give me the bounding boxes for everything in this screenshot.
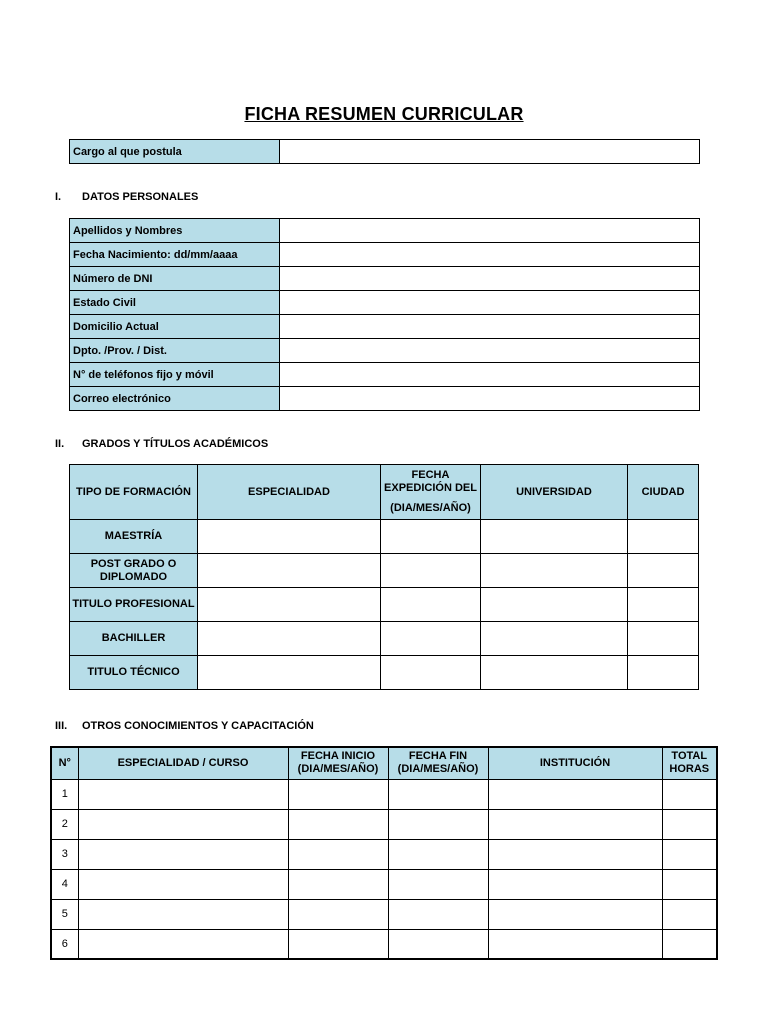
table-header-row — [51, 747, 717, 779]
cell[interactable] — [388, 869, 488, 899]
cell[interactable] — [198, 588, 381, 622]
table-row — [51, 839, 717, 869]
cell[interactable] — [288, 779, 388, 809]
table-row — [70, 291, 700, 315]
section-number: III. — [55, 720, 68, 732]
field-value[interactable] — [280, 387, 700, 411]
cell[interactable] — [662, 929, 717, 959]
row-label-titulo-profesional: TITULO PROFESIONAL — [70, 588, 198, 622]
section-number: I. — [55, 191, 62, 203]
table-row — [51, 929, 717, 959]
field-value[interactable] — [280, 219, 700, 243]
table-row — [51, 869, 717, 899]
table-row — [51, 779, 717, 809]
cell[interactable] — [488, 929, 662, 959]
page-title: FICHA RESUMEN CURRICULAR — [244, 104, 524, 124]
header-especialidad-curso: ESPECIALIDAD / CURSO — [78, 747, 288, 779]
row-number: 3 — [51, 839, 78, 869]
header-especialidad: ESPECIALIDAD — [198, 465, 381, 520]
cell[interactable] — [481, 588, 628, 622]
field-value[interactable] — [280, 339, 700, 363]
personal-data-table — [69, 218, 700, 411]
cargo-field[interactable] — [280, 140, 700, 164]
row-number: 5 — [51, 899, 78, 929]
cell[interactable] — [288, 809, 388, 839]
cell[interactable] — [388, 839, 488, 869]
field-label: Estado Civil — [70, 291, 280, 315]
cell[interactable] — [662, 809, 717, 839]
cell[interactable] — [288, 899, 388, 929]
field-value[interactable] — [280, 267, 700, 291]
header-ciudad: CIUDAD — [628, 465, 699, 520]
cell[interactable] — [78, 929, 288, 959]
field-label: Apellidos y Nombres — [70, 219, 280, 243]
row-number: 1 — [51, 779, 78, 809]
cell[interactable] — [288, 929, 388, 959]
table-row — [70, 622, 699, 656]
row-label-bachiller: BACHILLER — [70, 622, 198, 656]
section-title: DATOS PERSONALES — [82, 191, 199, 203]
cell[interactable] — [288, 869, 388, 899]
cell[interactable] — [488, 899, 662, 929]
table-row — [70, 387, 700, 411]
cargo-label: Cargo al que postula — [70, 140, 280, 164]
table-row — [70, 140, 700, 164]
section-title: GRADOS Y TÍTULOS ACADÉMICOS — [82, 438, 269, 450]
cell[interactable] — [388, 809, 488, 839]
cell[interactable] — [481, 554, 628, 588]
cell[interactable] — [628, 622, 699, 656]
header-n: N° — [51, 747, 78, 779]
table-row — [70, 339, 700, 363]
cell[interactable] — [628, 520, 699, 554]
header-fecha-line3: (DIA/MES/AÑO) — [390, 502, 471, 514]
cell[interactable] — [388, 779, 488, 809]
row-label-postgrado: POST GRADO O DIPLOMADO — [70, 554, 198, 588]
cell[interactable] — [78, 779, 288, 809]
row-label-titulo-tecnico: TITULO TÉCNICO — [70, 656, 198, 690]
row-number: 2 — [51, 809, 78, 839]
section-heading-otros — [55, 720, 314, 732]
header-institucion: INSTITUCIÓN — [488, 747, 662, 779]
field-value[interactable] — [280, 243, 700, 267]
table-row — [70, 554, 699, 588]
table-row — [70, 520, 699, 554]
table-row — [51, 809, 717, 839]
section-heading-datos-personales — [55, 191, 198, 203]
cell[interactable] — [488, 779, 662, 809]
cell[interactable] — [78, 869, 288, 899]
row-label-maestria: MAESTRÍA — [70, 520, 198, 554]
table-row — [70, 243, 700, 267]
table-row — [70, 219, 700, 243]
header-fecha-expedicion — [381, 465, 481, 520]
table-row — [51, 899, 717, 929]
header-fecha-line1: FECHA — [411, 469, 450, 481]
cell[interactable] — [381, 554, 481, 588]
cell[interactable] — [481, 622, 628, 656]
header-fecha-fin: FECHA FIN (DIA/MES/AÑO) — [388, 747, 488, 779]
field-label: Domicilio Actual — [70, 315, 280, 339]
field-label: Fecha Nacimiento: dd/mm/aaaa — [70, 243, 280, 267]
cell[interactable] — [488, 869, 662, 899]
section-heading-grados — [55, 438, 268, 450]
table-row — [70, 656, 699, 690]
cell[interactable] — [628, 656, 699, 690]
cell[interactable] — [488, 809, 662, 839]
field-value[interactable] — [280, 315, 700, 339]
section-number: II. — [55, 438, 65, 450]
field-label: Correo electrónico — [70, 387, 280, 411]
cell[interactable] — [198, 656, 381, 690]
cell[interactable] — [662, 899, 717, 929]
field-value[interactable] — [280, 291, 700, 315]
header-fecha-inicio: FECHA INICIO (DIA/MES/AÑO) — [288, 747, 388, 779]
cell[interactable] — [381, 588, 481, 622]
header-tipo: TIPO DE FORMACIÓN — [70, 465, 198, 520]
table-header-row — [70, 465, 699, 520]
cargo-table — [69, 139, 700, 164]
cell[interactable] — [628, 554, 699, 588]
cell[interactable] — [388, 899, 488, 929]
table-row — [70, 363, 700, 387]
cell[interactable] — [388, 929, 488, 959]
table-row — [70, 588, 699, 622]
cell[interactable] — [198, 622, 381, 656]
cell[interactable] — [662, 839, 717, 869]
grados-table — [69, 464, 699, 690]
table-row — [70, 315, 700, 339]
header-total-horas: TOTAL HORAS — [662, 747, 717, 779]
cell[interactable] — [662, 779, 717, 809]
field-value[interactable] — [280, 363, 700, 387]
field-label: Número de DNI — [70, 267, 280, 291]
capacitacion-table — [50, 746, 718, 960]
cell[interactable] — [488, 839, 662, 869]
cell[interactable] — [288, 839, 388, 869]
row-number: 6 — [51, 929, 78, 959]
table-row — [70, 267, 700, 291]
cell[interactable] — [198, 554, 381, 588]
cell[interactable] — [78, 899, 288, 929]
cell[interactable] — [481, 656, 628, 690]
cell[interactable] — [78, 839, 288, 869]
cell[interactable] — [381, 622, 481, 656]
cell[interactable] — [628, 588, 699, 622]
cell[interactable] — [481, 520, 628, 554]
row-number: 4 — [51, 869, 78, 899]
cell[interactable] — [381, 656, 481, 690]
header-universidad: UNIVERSIDAD — [481, 465, 628, 520]
field-label: Dpto. /Prov. / Dist. — [70, 339, 280, 363]
cell[interactable] — [381, 520, 481, 554]
cell[interactable] — [662, 869, 717, 899]
section-title: OTROS CONOCIMIENTOS Y CAPACITACIÓN — [82, 720, 314, 732]
header-fecha-line2: EXPEDICIÓN DEL — [384, 482, 477, 494]
cell[interactable] — [198, 520, 381, 554]
field-label: N° de teléfonos fijo y móvil — [70, 363, 280, 387]
cell[interactable] — [78, 809, 288, 839]
